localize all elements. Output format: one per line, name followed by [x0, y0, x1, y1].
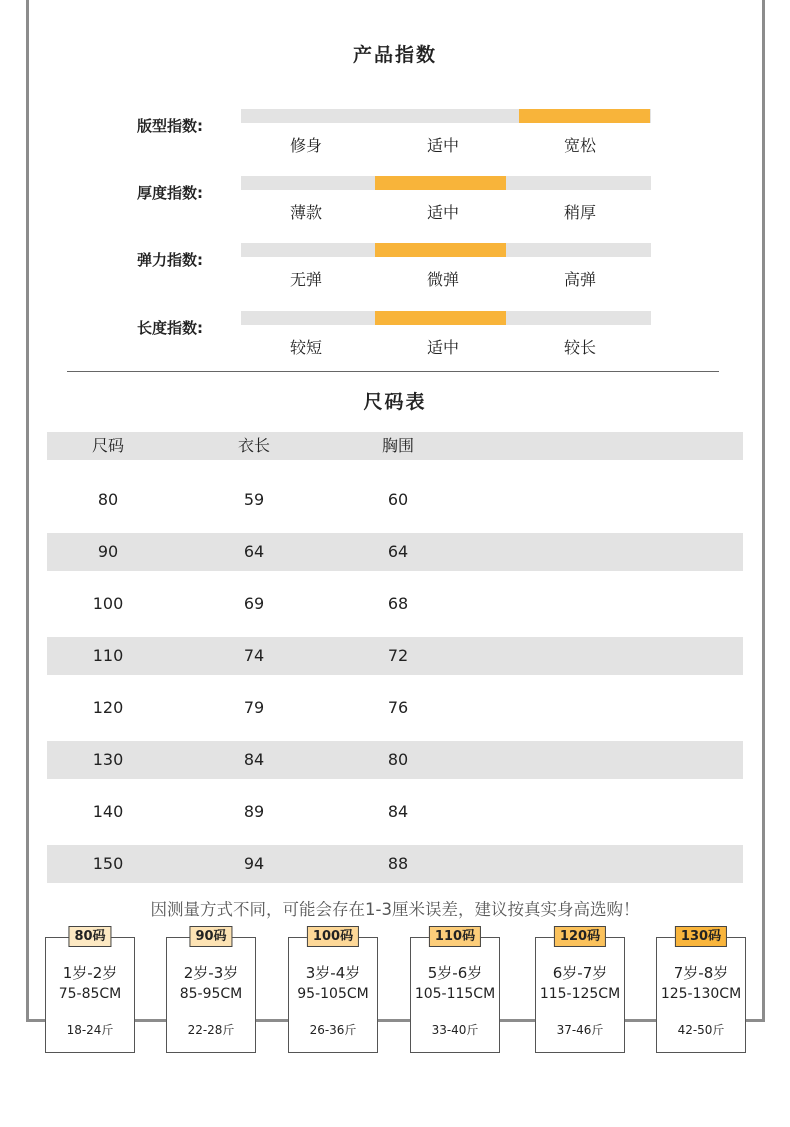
card-age: 1岁-2岁	[62, 964, 118, 982]
card-height: 85-95CM	[179, 986, 243, 1002]
index-bar	[241, 243, 651, 257]
table-row	[47, 533, 743, 571]
table-cell: 84	[243, 750, 265, 769]
card-height: 95-105CM	[297, 986, 369, 1002]
index-row	[0, 176, 790, 236]
card-weight: 37-46斤	[556, 1023, 604, 1037]
index-bar	[241, 176, 651, 190]
index-bar-highlight	[375, 243, 506, 257]
table-cell: 76	[387, 698, 409, 717]
index-bar-highlight	[519, 109, 650, 123]
index-label: 版型指数:	[137, 117, 203, 135]
card-height: 125-130CM	[660, 986, 742, 1002]
table-cell: 59	[243, 490, 265, 509]
size-card	[45, 929, 135, 1053]
card-age: 7岁-8岁	[673, 964, 729, 982]
table-cell: 88	[387, 854, 409, 873]
size-badge: 110码	[429, 926, 481, 947]
table-cell: 94	[243, 854, 265, 873]
size-card	[410, 929, 500, 1053]
table-cell: 64	[243, 542, 265, 561]
size-badge: 90码	[189, 926, 232, 947]
index-bar	[241, 311, 651, 325]
index-option: 适中	[426, 203, 459, 222]
card-weight: 26-36斤	[309, 1023, 357, 1037]
size-badge: 120码	[554, 926, 606, 947]
size-card	[656, 929, 746, 1053]
frame-bottom-border	[26, 1019, 765, 1022]
table-cell: 80	[387, 750, 409, 769]
size-card	[166, 929, 256, 1053]
index-option: 高弹	[563, 270, 596, 289]
section-divider	[67, 371, 719, 372]
table-cell: 84	[387, 802, 409, 821]
index-option: 无弹	[289, 270, 322, 289]
card-age: 2岁-3岁	[183, 964, 239, 982]
size-card	[535, 929, 625, 1053]
table-cell: 120	[92, 698, 124, 717]
card-height: 115-125CM	[539, 986, 621, 1002]
size-badge: 130码	[675, 926, 727, 947]
table-header-cell: 胸围	[381, 436, 414, 455]
size-badge: 80码	[68, 926, 111, 947]
table-header-row	[47, 432, 743, 460]
table-row	[47, 637, 743, 675]
table-row	[47, 689, 743, 727]
index-option: 微弹	[426, 270, 459, 289]
card-age: 6岁-7岁	[552, 964, 608, 982]
table-row	[47, 845, 743, 883]
index-label: 弹力指数:	[137, 251, 203, 269]
card-weight: 22-28斤	[187, 1023, 235, 1037]
table-cell: 150	[92, 854, 124, 873]
table-cell: 90	[97, 542, 119, 561]
table-cell: 100	[92, 594, 124, 613]
index-option: 修身	[289, 136, 322, 155]
table-row	[47, 481, 743, 519]
index-option: 适中	[426, 136, 459, 155]
product-index-title: 产品指数	[352, 44, 437, 66]
table-cell: 79	[243, 698, 265, 717]
index-row	[0, 243, 790, 303]
index-option: 宽松	[563, 136, 596, 155]
table-cell: 72	[387, 646, 409, 665]
index-row	[0, 109, 790, 169]
index-label: 厚度指数:	[137, 184, 203, 202]
size-chart-title: 尺码表	[363, 391, 427, 413]
size-card	[288, 929, 378, 1053]
table-cell: 74	[243, 646, 265, 665]
table-header-cell: 尺码	[91, 436, 124, 455]
size-badge: 100码	[307, 926, 359, 947]
card-age: 3岁-4岁	[305, 964, 361, 982]
index-row	[0, 311, 790, 371]
table-cell: 64	[387, 542, 409, 561]
table-cell: 60	[387, 490, 409, 509]
table-row	[47, 793, 743, 831]
index-option: 较短	[289, 338, 322, 357]
index-bar	[241, 109, 651, 123]
card-height: 105-115CM	[414, 986, 496, 1002]
table-cell: 110	[92, 646, 124, 665]
table-header-cell: 衣长	[237, 436, 270, 455]
measurement-note: 因测量方式不同，可能会存在1-3厘米误差，建议按真实身高选购！	[150, 900, 640, 919]
index-option: 适中	[426, 338, 459, 357]
table-cell: 140	[92, 802, 124, 821]
index-label: 长度指数:	[137, 319, 203, 337]
card-age: 5岁-6岁	[427, 964, 483, 982]
table-cell: 69	[243, 594, 265, 613]
index-option: 薄款	[289, 203, 322, 222]
index-bar-highlight	[375, 176, 506, 190]
index-option: 稍厚	[563, 203, 596, 222]
table-cell: 130	[92, 750, 124, 769]
table-cell: 68	[387, 594, 409, 613]
table-cell: 89	[243, 802, 265, 821]
card-height: 75-85CM	[58, 986, 122, 1002]
card-weight: 18-24斤	[66, 1023, 114, 1037]
table-row	[47, 741, 743, 779]
index-option: 较长	[563, 338, 596, 357]
card-weight: 42-50斤	[677, 1023, 725, 1037]
card-weight: 33-40斤	[431, 1023, 479, 1037]
table-cell: 80	[97, 490, 119, 509]
index-bar-highlight	[375, 311, 506, 325]
table-row	[47, 585, 743, 623]
